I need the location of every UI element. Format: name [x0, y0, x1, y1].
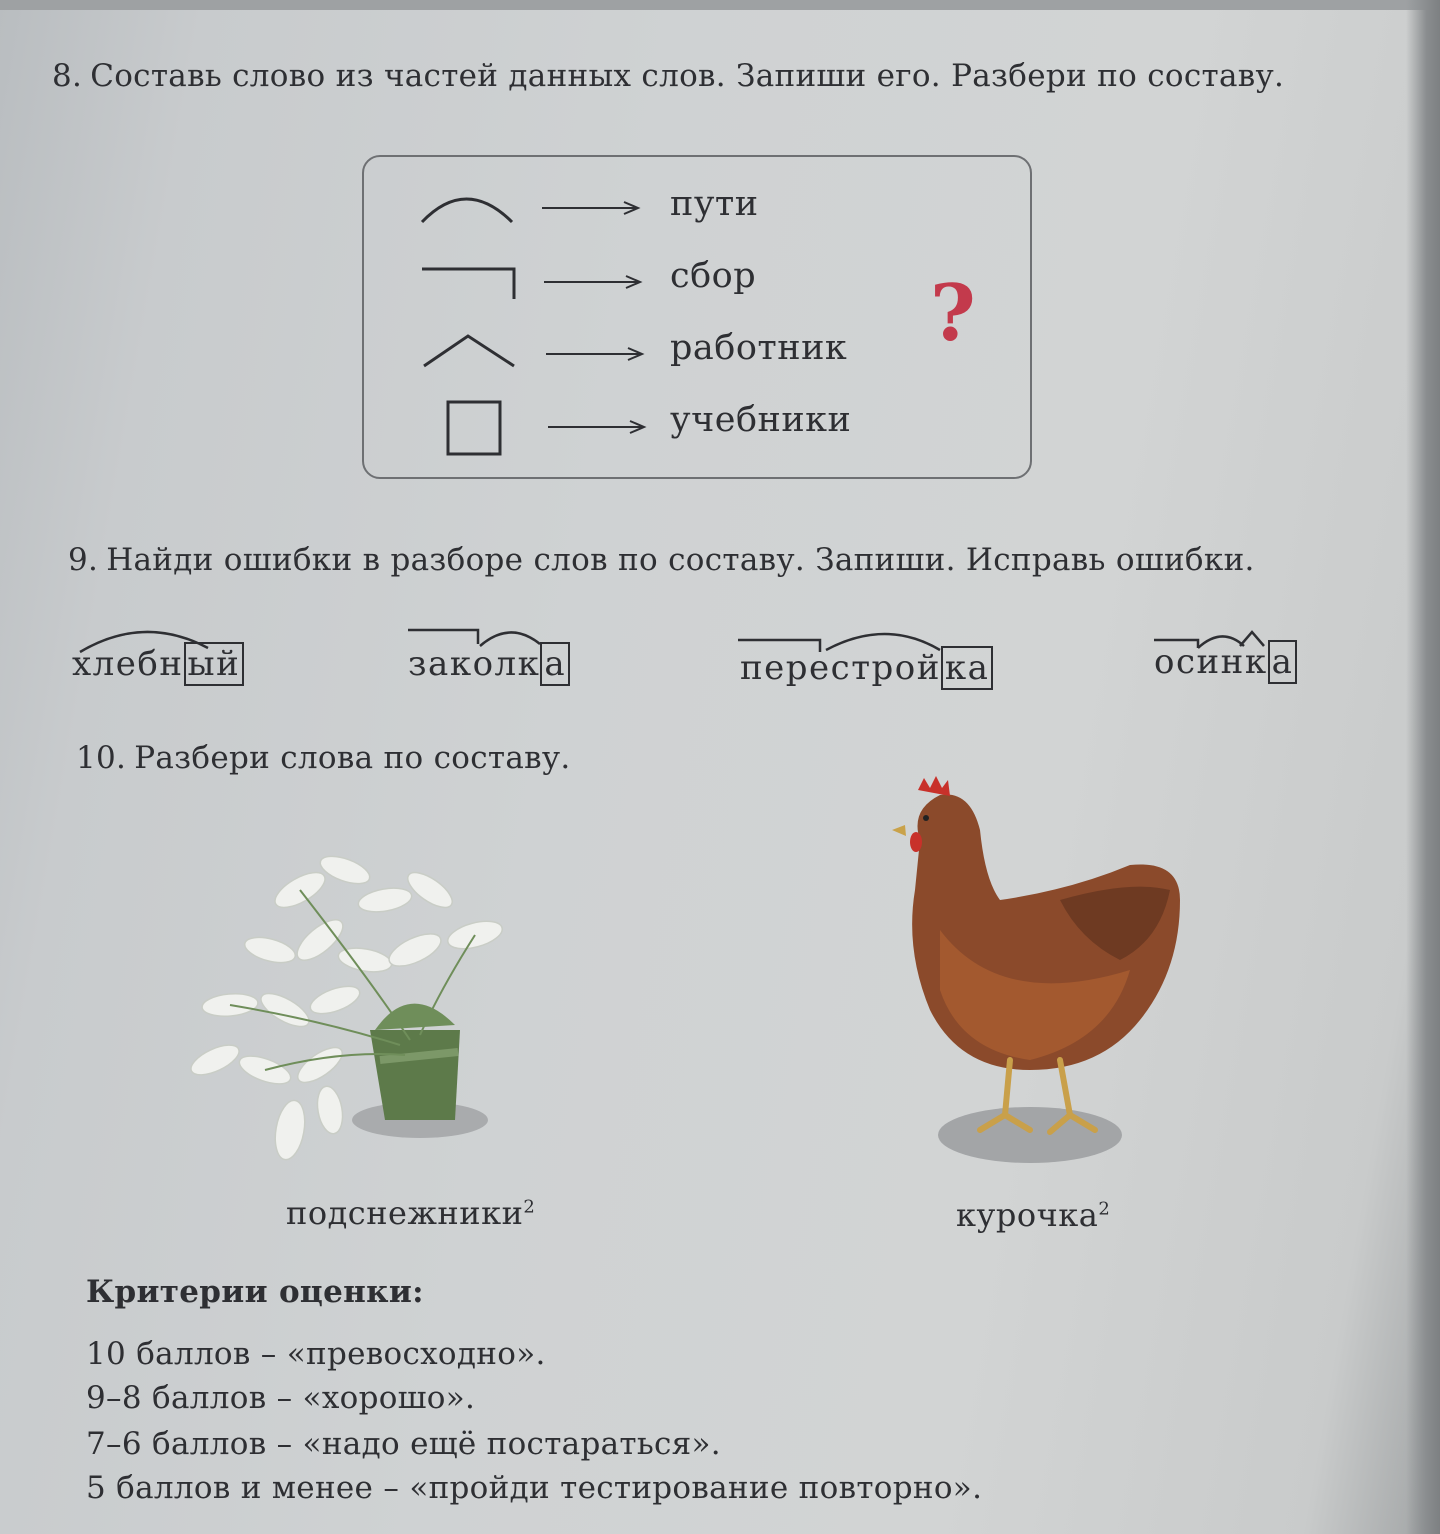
arrow-icon [546, 346, 646, 362]
source-word-4: учебники [670, 400, 852, 440]
parsed-word-1 [72, 644, 244, 684]
caption-hen-points: 2 [1098, 1198, 1111, 1220]
arrow-icon [544, 274, 644, 290]
ending-symbol-icon [446, 400, 506, 460]
word-1-ending: ый [184, 642, 245, 686]
criteria-line-1: 10 баллов – «превосходно». [86, 1336, 546, 1372]
prefix-symbol-icon [418, 186, 518, 226]
criteria-line-2: 9–8 баллов – «хорошо». [86, 1380, 476, 1416]
arrow-icon [548, 419, 648, 435]
task-9-text: Найди ошибки в разборе слов по составу. Запиши. Исправь ошибки. [106, 542, 1255, 578]
caption-snowdrops-word: подснежники [286, 1194, 524, 1232]
caption-snowdrops [286, 1194, 535, 1232]
source-word-3: работник [670, 328, 848, 368]
task-8-heading [52, 58, 1284, 94]
arrow-icon [542, 200, 642, 216]
task-9-heading [68, 542, 1255, 578]
caption-snowdrops-points: 2 [523, 1196, 536, 1218]
criteria-title: Критерии оценки: [86, 1274, 424, 1310]
hen-image [880, 770, 1200, 1170]
task-10-heading [76, 740, 571, 776]
task-10-number: 10. [76, 740, 127, 776]
task-9-number: 9. [68, 542, 99, 578]
source-word-1: пути [670, 184, 759, 224]
word-1-stem: хлебн [72, 644, 184, 684]
word-3-stem: перестрой [740, 648, 941, 688]
suffix-symbol-icon [420, 332, 520, 372]
word-2-ending: а [540, 642, 570, 686]
source-word-2: сбор [670, 256, 757, 296]
caption-hen [956, 1196, 1110, 1234]
parsed-word-3 [740, 648, 993, 688]
snowdrops-bouquet-image [170, 830, 540, 1190]
task-10-text: Разбери слова по составу. [134, 740, 571, 776]
task-8-text: Составь слово из частей данных слов. Запиши его. Разбери по составу. [90, 58, 1285, 94]
caption-hen-word: курочка [956, 1196, 1099, 1234]
parsed-word-4 [1154, 642, 1297, 682]
root-symbol-icon [420, 266, 520, 302]
word-4-stem: осинк [1154, 642, 1268, 682]
criteria-line-4: 5 баллов и менее – «пройди тестирование повторно». [86, 1470, 983, 1506]
criteria-line-3: 7–6 баллов – «надо ещё постараться». [86, 1426, 721, 1462]
word-2-stem: заколк [408, 644, 541, 684]
page-edge-shadow [1406, 0, 1440, 1534]
question-mark: ? [930, 268, 976, 359]
word-4-ending: а [1268, 640, 1298, 684]
word-3-ending: ка [941, 646, 994, 690]
top-page-strip [0, 0, 1440, 10]
parsed-word-2 [408, 644, 570, 684]
task-8-number: 8. [52, 58, 83, 94]
